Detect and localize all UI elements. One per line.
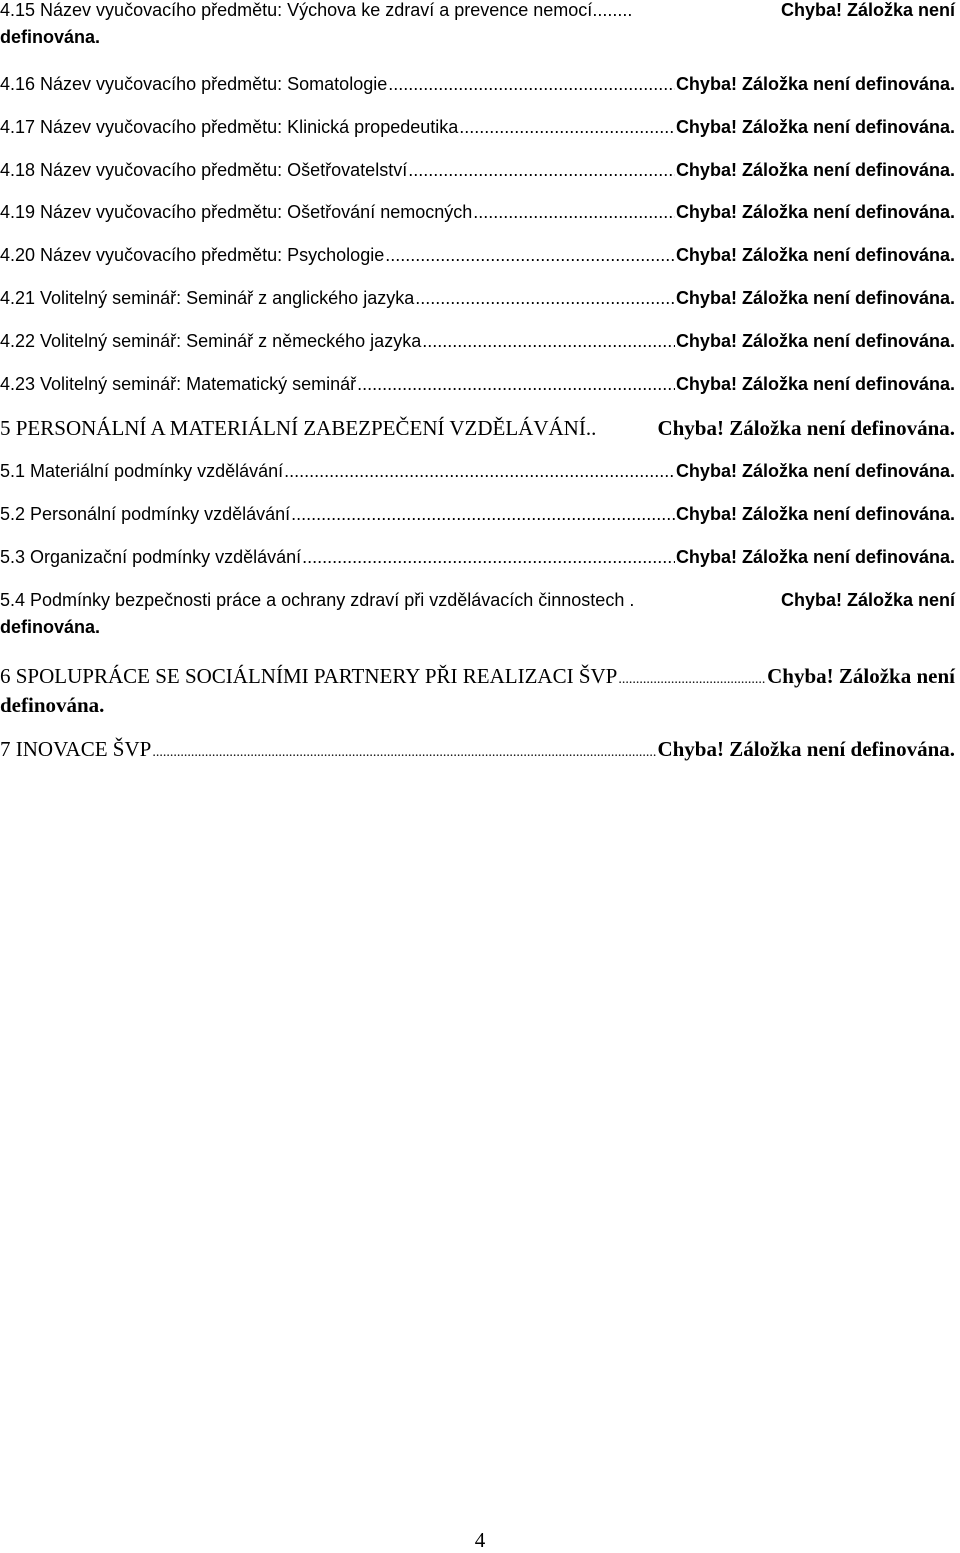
toc-error-text: Chyba! Záložka není definována. (657, 737, 955, 761)
toc-error-text: Chyba! Záložka není definována. (675, 245, 955, 265)
toc-entry-4-16[interactable] (0, 74, 955, 95)
toc-leader-dots (618, 672, 766, 688)
toc-entry-label: 4.21 Volitelný seminář: Seminář z anglického jazyka (0, 288, 415, 308)
toc-entry-label: 5.1 Materiální podmínky vzdělávání (0, 461, 284, 481)
toc-error-continuation: definována. (0, 617, 101, 637)
toc-entry-4-18[interactable] (0, 160, 955, 181)
toc-error-continuation: definována. (0, 693, 105, 717)
toc-error-text: Chyba! Záložka není definována. (675, 504, 955, 524)
toc-leader-dots (152, 745, 656, 761)
toc-entry-5-1[interactable] (0, 461, 955, 482)
toc-error-text: Chyba! Záložka není definována. (675, 202, 955, 222)
toc-entry-4-23[interactable] (0, 374, 955, 395)
toc-entry-4-22[interactable] (0, 331, 955, 352)
toc-entry-7[interactable] (0, 737, 955, 762)
toc-leader-dots (415, 288, 675, 309)
toc-entry-5-2[interactable] (0, 504, 955, 525)
toc-leader-dots (302, 547, 675, 568)
toc-entry-5-4[interactable] (0, 590, 955, 638)
toc-entry-label: 4.20 Název vyučovacího předmětu: Psychologie (0, 245, 385, 265)
toc-leader-dots (357, 374, 675, 395)
toc-entry-5[interactable] (0, 416, 955, 441)
toc-leader-dots (291, 504, 675, 525)
toc-error-text: Chyba! Záložka není (780, 0, 955, 20)
toc-error-text: Chyba! Záložka není definována. (675, 461, 955, 481)
toc-entry-label: 7 INOVACE ŠVP (0, 737, 152, 761)
toc-entry-label: 5 PERSONÁLNÍ A MATERIÁLNÍ ZABEZPEČENÍ VZDĚLÁVÁNÍ (0, 416, 586, 440)
toc-leader-dots: ........ (592, 0, 633, 20)
toc-entry-label: 5.4 Podmínky bezpečnosti práce a ochrany zdraví při vzdělávacích činnostech (0, 590, 625, 610)
toc-entry-label: 4.16 Název vyučovacího předmětu: Somatologie (0, 74, 388, 94)
toc-entry-label: 4.18 Název vyučovacího předmětu: Ošetřovatelství (0, 160, 408, 180)
toc-entry-label: 4.23 Volitelný seminář: Matematický seminář (0, 374, 357, 394)
toc-entry-label: 4.15 Název vyučovacího předmětu: Výchova ke zdraví a prevence nemocí (0, 0, 593, 20)
toc-entry-label: 4.22 Volitelný seminář: Seminář z německého jazyka (0, 331, 422, 351)
toc-error-text: Chyba! Záložka není (780, 590, 955, 610)
toc-leader-dots (385, 245, 675, 266)
toc-leader-dots (473, 202, 675, 223)
toc-entry-label: 6 SPOLUPRÁCE SE SOCIÁLNÍMI PARTNERY PŘI REALIZACI ŠVP (0, 664, 618, 688)
toc-error-text: Chyba! Záložka není definována. (657, 416, 955, 440)
toc-entry-4-15[interactable] (0, 0, 955, 48)
toc-leader-dots (388, 74, 675, 95)
toc-leader-dots (422, 331, 675, 352)
toc-entry-5-3[interactable] (0, 547, 955, 568)
page-number: 4 (474, 1528, 486, 1552)
toc-entry-label: 4.19 Název vyučovacího předmětu: Ošetřování nemocných (0, 202, 473, 222)
toc-leader-dots (459, 117, 675, 138)
toc-entry-4-19[interactable] (0, 202, 955, 223)
toc-error-text: Chyba! Záložka není definována. (675, 160, 955, 180)
toc-entry-4-17[interactable] (0, 117, 955, 138)
toc-entry-4-21[interactable] (0, 288, 955, 309)
toc-error-text: Chyba! Záložka není definována. (675, 117, 955, 137)
toc-error-text: Chyba! Záložka není definována. (675, 374, 955, 394)
toc-leader-dots: . (629, 590, 635, 610)
toc-entry-label: 5.3 Organizační podmínky vzdělávání (0, 547, 302, 567)
toc-entry-label: 4.17 Název vyučovacího předmětu: Klinická propedeutika (0, 117, 459, 137)
toc-error-text: Chyba! Záložka není definována. (675, 74, 955, 94)
toc-error-text: Chyba! Záložka není definována. (675, 288, 955, 308)
toc-error-text: Chyba! Záložka není (767, 664, 955, 688)
toc-entry-6[interactable] (0, 664, 955, 718)
toc-leader-dots (284, 461, 675, 482)
toc-entry-label: 5.2 Personální podmínky vzdělávání (0, 504, 291, 524)
toc-error-continuation: definována. (0, 27, 101, 47)
toc-leader-dots: .. (585, 416, 597, 440)
toc-leader-dots (408, 160, 675, 181)
toc-error-text: Chyba! Záložka není definována. (675, 547, 955, 567)
toc-error-text: Chyba! Záložka není definována. (675, 331, 955, 351)
toc-entry-4-20[interactable] (0, 245, 955, 266)
